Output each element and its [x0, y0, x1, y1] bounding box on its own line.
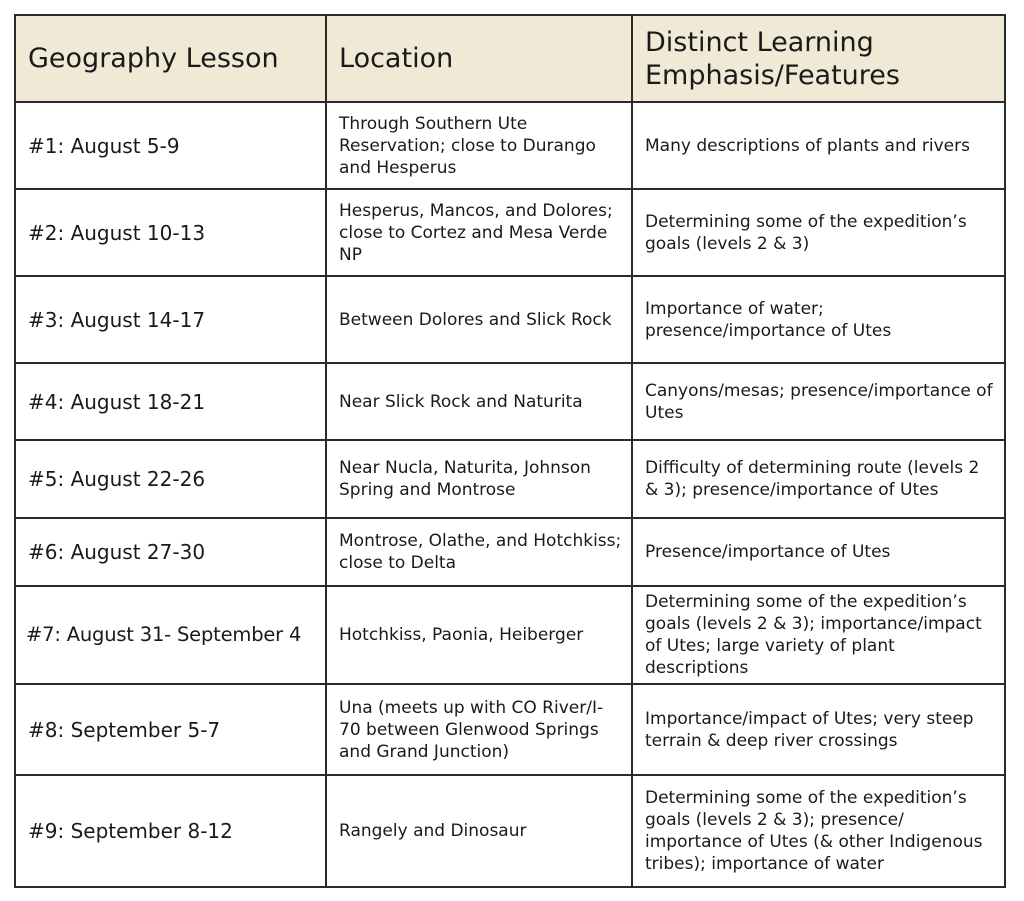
geography-lesson-table	[14, 14, 1006, 888]
header-location: Location	[326, 15, 632, 102]
header-emphasis: Distinct Learning Emphasis/Features	[632, 15, 1005, 102]
lesson-cell: #3: August 14-17	[15, 276, 326, 363]
lesson-cell: #2: August 10-13	[15, 189, 326, 276]
table-row	[15, 440, 1005, 518]
lesson-cell: #9: September 8-12	[15, 775, 326, 887]
table-row	[15, 586, 1005, 684]
lesson-cell: #8: September 5-7	[15, 684, 326, 775]
emphasis-cell: Canyons/mesas; presence/importance of Utes	[632, 363, 1005, 440]
location-cell: Una (meets up with CO River/I-70 between Glenwood Springs and Grand Junction)	[326, 684, 632, 775]
lesson-cell: #7: August 31- September 4	[15, 586, 326, 684]
location-cell: Through Southern Ute Reservation; close to Durango and Hesperus	[326, 102, 632, 189]
table-row	[15, 775, 1005, 887]
table-row	[15, 189, 1005, 276]
location-cell: Rangely and Dinosaur	[326, 775, 632, 887]
lesson-cell: #4: August 18-21	[15, 363, 326, 440]
table-row	[15, 363, 1005, 440]
table-row	[15, 518, 1005, 586]
emphasis-cell: Presence/importance of Utes	[632, 518, 1005, 586]
location-cell: Hotchkiss, Paonia, Heiberger	[326, 586, 632, 684]
emphasis-cell: Determining some of the expedition’s goals (levels 2 & 3); importance/impact of Utes; large variety of plant descriptions	[632, 586, 1005, 684]
lesson-cell: #6: August 27-30	[15, 518, 326, 586]
location-cell: Near Slick Rock and Naturita	[326, 363, 632, 440]
lesson-cell: #1: August 5-9	[15, 102, 326, 189]
emphasis-cell: Difficulty of determining route (levels 2 & 3); presence/importance of Utes	[632, 440, 1005, 518]
location-cell: Near Nucla, Naturita, Johnson Spring and Montrose	[326, 440, 632, 518]
table-row	[15, 684, 1005, 775]
lesson-cell: #5: August 22-26	[15, 440, 326, 518]
table-header-row	[15, 15, 1005, 102]
table-row	[15, 276, 1005, 363]
location-cell: Montrose, Olathe, and Hotchkiss; close to Delta	[326, 518, 632, 586]
header-geography-lesson: Geography Lesson	[15, 15, 326, 102]
location-cell: Hesperus, Mancos, and Dolores; close to Cortez and Mesa Verde NP	[326, 189, 632, 276]
emphasis-cell: Importance/impact of Utes; very steep terrain & deep river crossings	[632, 684, 1005, 775]
location-cell: Between Dolores and Slick Rock	[326, 276, 632, 363]
table-row	[15, 102, 1005, 189]
emphasis-cell: Many descriptions of plants and rivers	[632, 102, 1005, 189]
emphasis-cell: Importance of water; presence/importance of Utes	[632, 276, 1005, 363]
emphasis-cell: Determining some of the expedition’s goals (levels 2 & 3)	[632, 189, 1005, 276]
emphasis-cell: Determining some of the expedition’s goals (levels 2 & 3); presence/ importance of Utes (& other Indigenous tribes); importance of water	[632, 775, 1005, 887]
